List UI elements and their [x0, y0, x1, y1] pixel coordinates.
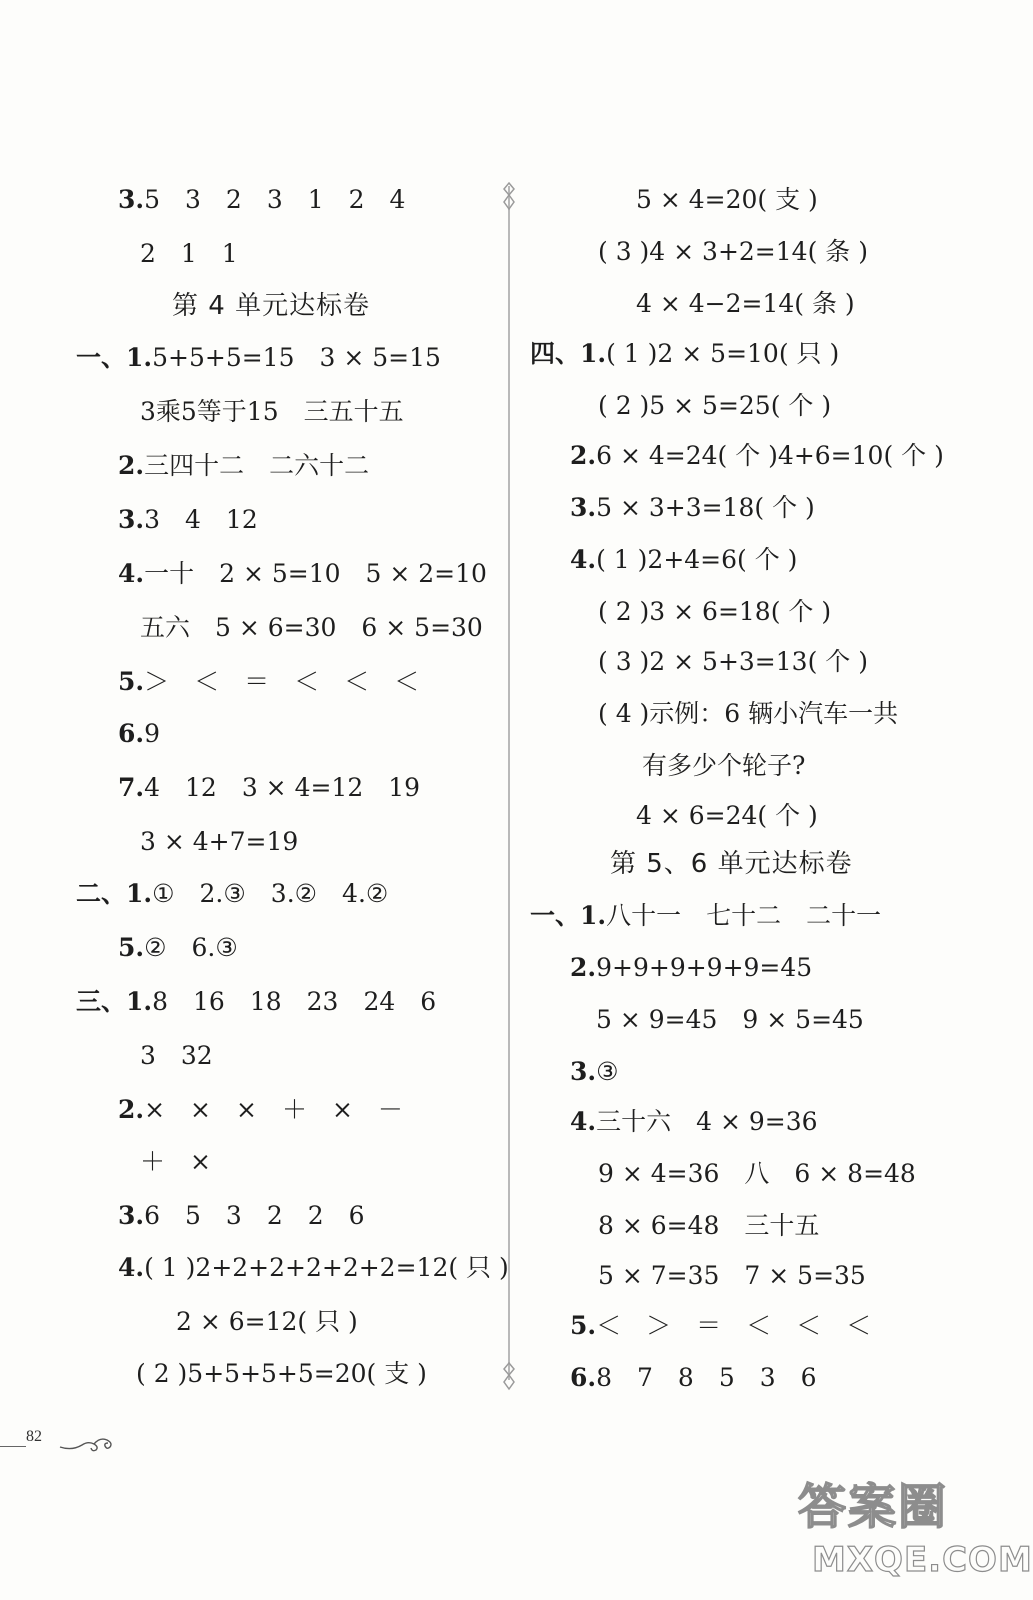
column-divider — [508, 186, 510, 1380]
answer-line — [118, 666, 419, 698]
swirl-ornament-icon — [58, 1432, 118, 1454]
answer-line — [636, 800, 818, 832]
question-number: 5. — [118, 933, 145, 962]
answer-text: ＜ ＞ ＝ ＜ ＜ ＜ — [596, 1311, 872, 1340]
question-number: 2. — [570, 441, 597, 470]
question-number: 4. — [118, 1253, 145, 1282]
answer-line — [598, 236, 868, 268]
divider-ornament-bottom-icon — [501, 1362, 517, 1390]
answer-text: ( 2 )5 × 5=25( 个 ) — [598, 391, 832, 420]
page-number: 82 — [26, 1428, 42, 1445]
answer-text: 三四十二 二六十二 — [144, 451, 370, 480]
question-number: 4. — [570, 545, 597, 574]
question-number: 2. — [570, 953, 597, 982]
answer-line — [140, 1040, 213, 1072]
answer-line — [118, 450, 369, 482]
answer-text: 三十六 4 × 9=36 — [596, 1107, 818, 1136]
answer-text: × × × ＋ × － — [144, 1095, 403, 1124]
answer-line — [76, 878, 388, 910]
answer-line — [76, 986, 436, 1018]
answer-line — [76, 342, 441, 374]
answer-text: 第 4 单元达标卷 — [172, 291, 371, 321]
question-number: 3. — [118, 505, 145, 534]
answer-text: ( 2 )5+5+5+5=20( 支 ) — [136, 1359, 427, 1388]
answer-line — [118, 558, 487, 590]
answer-text: ( 1 )2 × 5=10( 只 ) — [606, 339, 840, 368]
question-number: 二、1. — [76, 879, 153, 908]
answer-line — [570, 544, 797, 576]
divider-ornament-top-icon — [501, 182, 517, 210]
answer-text: ( 1 )2+2+2+2+2+2=12( 只 ) — [144, 1253, 509, 1282]
question-number: 2. — [118, 451, 145, 480]
answer-text: 6 5 3 2 2 6 — [144, 1201, 365, 1230]
question-number: 5. — [118, 667, 145, 696]
answer-line — [136, 1358, 427, 1390]
answer-line — [140, 1146, 211, 1178]
answer-line — [176, 1306, 358, 1338]
answer-line — [598, 390, 831, 422]
answer-text: ( 2 )3 × 6=18( 个 ) — [598, 597, 832, 626]
question-number: 四、1. — [530, 339, 607, 368]
answer-line — [140, 826, 298, 858]
answer-line — [118, 772, 420, 804]
answer-text: ( 1 )2+4=6( 个 ) — [596, 545, 798, 574]
answer-text: 4 × 4−2=14( 条 ) — [636, 289, 855, 318]
answer-text: 3 32 — [140, 1041, 213, 1070]
answer-text: 3 × 4+7=19 — [140, 827, 299, 856]
answer-text: 5 3 2 3 1 2 4 — [144, 185, 406, 214]
answer-text: 5 × 3+3=18( 个 ) — [596, 493, 815, 522]
watermark-url: MXQE.COM — [812, 1540, 1033, 1580]
question-number: 4. — [570, 1107, 597, 1136]
question-number: 3. — [118, 185, 145, 214]
answer-line — [570, 952, 812, 984]
question-number: 5. — [570, 1311, 597, 1340]
answer-line — [530, 338, 839, 370]
answer-text: 3乘5等于15 三五十五 — [140, 397, 404, 426]
answer-line — [570, 440, 944, 472]
answer-line — [636, 288, 855, 320]
section-heading — [172, 290, 370, 322]
section-heading — [610, 848, 853, 880]
answer-line — [642, 750, 805, 782]
page-number-rule — [0, 1446, 26, 1447]
answer-text: 4 × 6=24( 个 ) — [636, 801, 818, 830]
answer-text: 5 × 7=35 7 × 5=35 — [598, 1261, 866, 1290]
watermark-logo — [798, 1468, 1033, 1594]
answer-line — [140, 612, 483, 644]
answer-text: ( 4 )示例：6 辆小汽车一共 — [598, 699, 899, 728]
answer-text: ＞ ＜ ＝ ＜ ＜ ＜ — [144, 667, 420, 696]
answer-line — [118, 504, 258, 536]
question-number: 3. — [570, 1057, 597, 1086]
answer-line — [140, 396, 404, 428]
question-number: 3. — [570, 493, 597, 522]
answer-line — [118, 184, 405, 216]
answer-text: 五六 5 × 6=30 6 × 5=30 — [140, 613, 483, 642]
answer-text: 八十一 七十二 二十一 — [606, 901, 882, 930]
answer-text: ( 3 )2 × 5+3=13( 个 ) — [598, 647, 868, 676]
answer-line — [570, 1362, 817, 1394]
answer-text: 8 × 6=48 三十五 — [598, 1211, 820, 1240]
answer-line — [598, 1158, 916, 1190]
answer-line — [570, 492, 815, 524]
answer-text: 5 × 4=20( 支 ) — [636, 185, 818, 214]
answer-text: 5 × 9=45 9 × 5=45 — [596, 1005, 864, 1034]
answer-line — [598, 596, 831, 628]
answer-line — [598, 1210, 819, 1242]
answer-text: 9+9+9+9+9=45 — [596, 953, 813, 982]
answer-text: 9 — [144, 719, 161, 748]
answer-text: 5+5+5=15 3 × 5=15 — [152, 343, 441, 372]
answer-line — [598, 646, 868, 678]
question-number: 一、1. — [76, 343, 153, 372]
answer-text: ③ — [596, 1057, 619, 1086]
answer-text: 8 7 8 5 3 6 — [596, 1363, 817, 1392]
answer-text: 有多少个轮子? — [642, 751, 806, 780]
answer-text: ② 6.③ — [144, 933, 238, 962]
answer-line — [570, 1106, 818, 1138]
answer-line — [118, 1094, 403, 1126]
watermark-title: 答案圈 — [798, 1479, 949, 1535]
answer-line — [570, 1056, 619, 1088]
answer-line — [598, 1260, 866, 1292]
answer-text: 6 × 4=24( 个 )4+6=10( 个 ) — [596, 441, 944, 470]
question-number: 3. — [118, 1201, 145, 1230]
answer-text: ( 3 )4 × 3+2=14( 条 ) — [598, 237, 868, 266]
question-number: 三、1. — [76, 987, 153, 1016]
answer-line — [596, 1004, 864, 1036]
answer-text: 9 × 4=36 八 6 × 8=48 — [598, 1159, 916, 1188]
answer-line — [530, 900, 881, 932]
answer-line — [118, 1200, 365, 1232]
question-number: 4. — [118, 559, 145, 588]
answer-text: 8 16 18 23 24 6 — [152, 987, 437, 1016]
question-number: 7. — [118, 773, 145, 802]
answer-text: 第 5、6 单元达标卷 — [610, 849, 853, 879]
answer-line — [636, 184, 818, 216]
answer-line — [118, 1252, 509, 1284]
answer-text: 2 × 6=12( 只 ) — [176, 1307, 358, 1336]
question-number: 6. — [570, 1363, 597, 1392]
answer-line — [118, 932, 238, 964]
answer-text: 2 1 1 — [140, 239, 238, 268]
question-number: 6. — [118, 719, 145, 748]
question-number: 2. — [118, 1095, 145, 1124]
answer-line — [118, 718, 160, 750]
answer-text: 3 4 12 — [144, 505, 258, 534]
answer-text: 一十 2 × 5=10 5 × 2=10 — [144, 559, 487, 588]
answer-line — [598, 698, 898, 730]
answer-text: ＋ × — [140, 1147, 211, 1176]
answer-line — [570, 1310, 871, 1342]
question-number: 一、1. — [530, 901, 607, 930]
answer-line — [140, 238, 238, 270]
answer-text: 4 12 3 × 4=12 19 — [144, 773, 421, 802]
answer-text: ① 2.③ 3.② 4.② — [152, 879, 389, 908]
